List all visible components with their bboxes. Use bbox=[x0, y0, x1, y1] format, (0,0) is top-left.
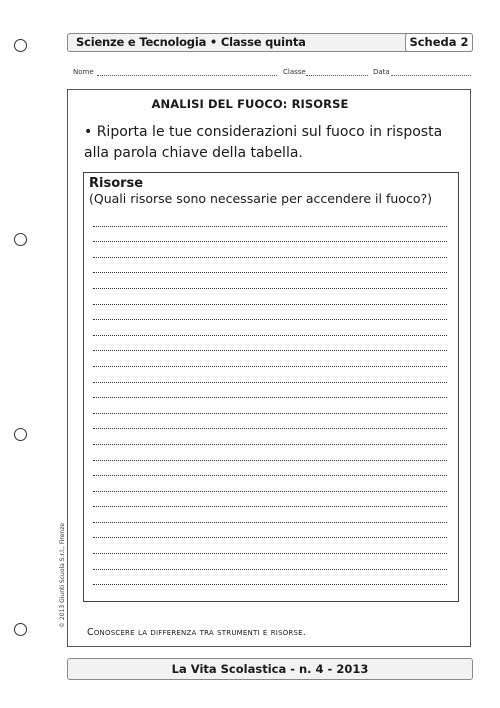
writing-line[interactable] bbox=[93, 305, 447, 321]
learning-objective-note: Conoscere la differenza tra strumenti e risorse. bbox=[87, 627, 306, 638]
writing-line[interactable] bbox=[93, 242, 447, 258]
sheet-number-tab: Scheda 2 bbox=[405, 33, 473, 52]
worksheet-title: ANALISI DEL FUOCO: RISORSE bbox=[151, 97, 349, 111]
writing-line[interactable] bbox=[93, 538, 447, 554]
binder-hole-bottom bbox=[14, 623, 27, 636]
binder-hole-top bbox=[14, 39, 27, 52]
writing-line[interactable] bbox=[93, 398, 447, 414]
writing-line[interactable] bbox=[93, 507, 447, 523]
writing-line[interactable] bbox=[93, 429, 447, 445]
writing-line[interactable] bbox=[93, 492, 447, 508]
writing-line[interactable] bbox=[93, 554, 447, 570]
writing-line[interactable] bbox=[93, 351, 447, 367]
binder-hole-upper-middle bbox=[14, 233, 27, 246]
writing-line[interactable] bbox=[93, 336, 447, 352]
writing-line[interactable] bbox=[93, 320, 447, 336]
header-bar bbox=[67, 33, 473, 52]
answer-box-question: (Quali risorse sono necessarie per accendere il fuoco?) bbox=[89, 191, 432, 206]
writing-line[interactable] bbox=[93, 476, 447, 492]
instruction-text: • Riporta le tue considerazioni sul fuoco in risposta alla parola chiave della tabella. bbox=[84, 124, 443, 161]
writing-line[interactable] bbox=[93, 383, 447, 399]
writing-line[interactable] bbox=[93, 367, 447, 383]
name-label: Nome bbox=[73, 68, 94, 76]
writing-line[interactable] bbox=[93, 258, 447, 274]
writing-line[interactable] bbox=[93, 570, 447, 586]
copyright-text: © 2013 Giunti Scuola S.r.l., Firenze bbox=[59, 522, 66, 628]
date-label: Data bbox=[373, 68, 390, 76]
student-info-row bbox=[73, 68, 471, 80]
writing-line[interactable] bbox=[93, 289, 447, 305]
writing-line[interactable] bbox=[93, 414, 447, 430]
writing-line[interactable] bbox=[93, 461, 447, 477]
writing-line[interactable] bbox=[93, 211, 447, 227]
publication-footer: La Vita Scolastica - n. 4 - 2013 bbox=[67, 658, 473, 680]
class-field[interactable] bbox=[306, 75, 368, 76]
writing-line[interactable] bbox=[93, 445, 447, 461]
name-field[interactable] bbox=[97, 75, 277, 76]
subject-title: Scienze e Tecnologia • Classe quinta bbox=[76, 35, 306, 49]
writing-line[interactable] bbox=[93, 523, 447, 539]
answer-box-title: Risorse bbox=[89, 176, 144, 191]
answer-box bbox=[83, 172, 459, 602]
class-label: Classe bbox=[283, 68, 306, 76]
writing-line[interactable] bbox=[93, 273, 447, 289]
writing-lines[interactable] bbox=[93, 211, 447, 585]
binder-hole-lower-middle bbox=[14, 428, 27, 441]
writing-line[interactable] bbox=[93, 227, 447, 243]
date-field[interactable] bbox=[391, 75, 471, 76]
